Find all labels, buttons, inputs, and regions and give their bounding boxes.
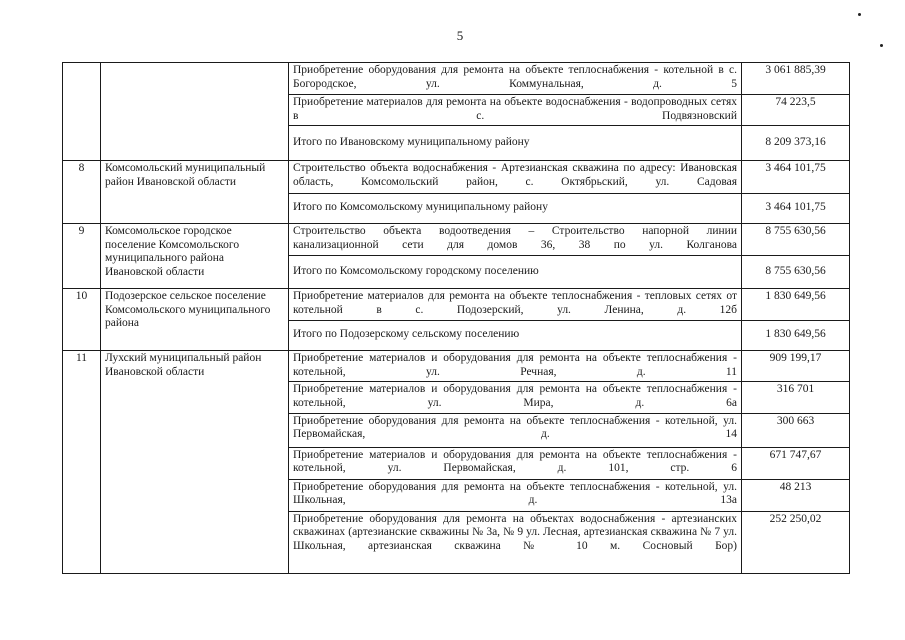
item-amount: 252 250,02	[742, 511, 850, 573]
row-number: 8	[63, 161, 101, 224]
item-description: Приобретение материалов и оборудования для ремонта на объекте теплоснабжения - котельной, ул. Мира, д. 6а	[289, 382, 742, 413]
item-description: Приобретение материалов для ремонта на объекте водоснабжения - водопроводных сетях в с. Подвязновский	[289, 95, 742, 126]
total-amount: 3 464 101,75	[742, 194, 850, 224]
row-number: 9	[63, 224, 101, 289]
row-number: 10	[63, 289, 101, 351]
row-number	[63, 63, 101, 161]
total-label: Итого по Комсомольскому муниципальному району	[289, 194, 742, 224]
total-amount: 8 755 630,56	[742, 256, 850, 289]
item-description: Приобретение оборудования для ремонта на объекте теплоснабжения - котельной, ул. Первомайская, д. 14	[289, 413, 742, 447]
table-row	[63, 289, 850, 321]
item-description: Приобретение оборудования для ремонта на объекте теплоснабжения - котельной в с. Богородское, ул. Коммунальная, д. 5	[289, 63, 742, 95]
municipality-name: Лухский муниципальный район Ивановской области	[101, 351, 289, 573]
item-amount: 671 747,67	[742, 447, 850, 479]
item-amount: 316 701	[742, 382, 850, 413]
item-description: Приобретение оборудования для ремонта на объектах водоснабжения - артезианских скважинах (артезианские скважины № 3а, № 9 ул. Лесная, артезианская скважина № 7 ул. Школьная, артезианская скважина № 10 м. Сосновый Бор)	[289, 511, 742, 573]
item-amount: 300 663	[742, 413, 850, 447]
table-row	[63, 224, 850, 256]
item-amount: 1 830 649,56	[742, 289, 850, 321]
item-description: Приобретение оборудования для ремонта на объекте теплоснабжения - котельной, ул. Школьная, д. 13а	[289, 479, 742, 511]
total-amount: 8 209 373,16	[742, 126, 850, 161]
item-amount: 74 223,5	[742, 95, 850, 126]
municipality-name: Комсомольский муниципальный район Ивановской области	[101, 161, 289, 224]
scan-speck	[880, 44, 883, 47]
municipality-name	[101, 63, 289, 161]
row-number: 11	[63, 351, 101, 573]
scan-speck	[858, 13, 861, 16]
municipality-name: Подозерское сельское поселение Комсомольского муниципального района	[101, 289, 289, 351]
item-description: Приобретение материалов и оборудования для ремонта на объекте теплоснабжения - котельной, ул. Первомайская, д. 101, стр. 6	[289, 447, 742, 479]
item-amount: 48 213	[742, 479, 850, 511]
item-amount: 909 199,17	[742, 351, 850, 382]
item-description: Приобретение материалов для ремонта на объекте теплоснабжения - тепловых сетях от котельной в с. Подозерский, ул. Ленина, д. 12б	[289, 289, 742, 321]
item-description: Приобретение материалов и оборудования для ремонта на объекте теплоснабжения - котельной, ул. Речная, д. 11	[289, 351, 742, 382]
page-number: 5	[456, 28, 464, 43]
item-description: Строительство объекта водоснабжения - Артезианская скважина по адресу: Ивановская область, Комсомольский район, с. Октябрьский, ул. Садовая	[289, 161, 742, 194]
funding-table	[62, 62, 850, 574]
total-label: Итого по Подозерскому сельскому поселению	[289, 321, 742, 351]
table-row	[63, 351, 850, 382]
total-amount: 1 830 649,56	[742, 321, 850, 351]
item-amount: 8 755 630,56	[742, 224, 850, 256]
total-label: Итого по Ивановскому муниципальному району	[289, 126, 742, 161]
item-description: Строительство объекта водоотведения – Строительство напорной линии канализационной сети для домов 36, 38 по ул. Колганова	[289, 224, 742, 256]
table-row	[63, 161, 850, 194]
table-row	[63, 63, 850, 95]
item-amount: 3 061 885,39	[742, 63, 850, 95]
table-body	[63, 63, 850, 574]
item-amount: 3 464 101,75	[742, 161, 850, 194]
municipality-name: Комсомольское городское поселение Комсомольского муниципального района Ивановской области	[101, 224, 289, 289]
total-label: Итого по Комсомольскому городскому поселению	[289, 256, 742, 289]
